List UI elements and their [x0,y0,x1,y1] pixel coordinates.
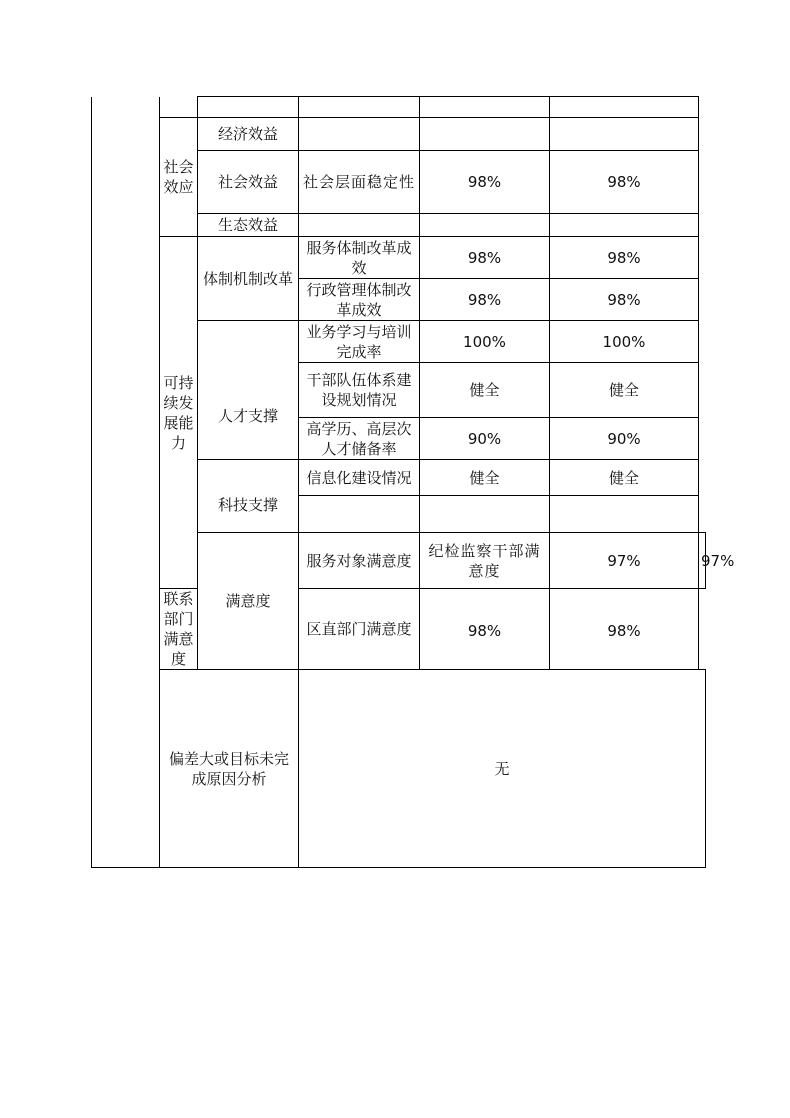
sustainability-category: 可持续发展能力 [160,237,198,589]
tech-label: 科技支撑 [198,460,299,533]
social-benefit-label: 社会效益 [198,151,299,214]
target-value: 98% [420,237,550,279]
actual-cell-empty [550,496,699,533]
indicator-cell-empty [299,118,420,151]
actual-value: 98% [550,589,699,670]
actual-value: 98% [550,237,699,279]
actual-value: 健全 [550,460,699,496]
indicator-cell: 行政管理体制改革成效 [299,279,420,321]
target-cell-empty [420,496,550,533]
indicator-cell: 区直部门满意度 [299,589,420,670]
satisfaction-category: 满意度 [198,533,299,670]
economic-benefit-label: 经济效益 [198,118,299,151]
ecological-benefit-label: 生态效益 [198,214,299,237]
target-value: 98% [420,589,550,670]
target-value: 健全 [420,363,550,418]
indicator-cell: 干部队伍体系建设规划情况 [299,363,420,418]
target-cell-empty [420,214,550,237]
target-value: 97% [550,533,699,589]
table-row [92,118,706,151]
deviation-label: 偏差大或目标未完成原因分析 [160,670,299,868]
actual-value: 100% [550,321,699,363]
level3-cell-empty [198,97,299,118]
indicator-cell-empty [299,97,420,118]
table-row [92,589,706,670]
indicator-cell: 纪检监察干部满意度 [420,533,550,589]
indicator-cell: 业务学习与培训完成率 [299,321,420,363]
reform-label: 体制机制改革 [198,237,299,321]
target-value: 健全 [420,460,550,496]
actual-value: 98% [550,279,699,321]
level1-cell-empty [92,97,160,868]
table-row [92,670,706,868]
social-stability-indicator: 社会层面稳定性 [299,151,420,214]
indicator-cell-empty [299,496,420,533]
deviation-content: 无 [299,670,706,868]
actual-cell-empty [550,118,699,151]
department-satisfaction-label: 联系部门满意度 [160,589,198,670]
indicator-cell: 信息化建设情况 [299,460,420,496]
target-value: 98% [420,279,550,321]
table-row [92,97,706,118]
target-value: 90% [420,418,550,460]
indicator-cell: 高学历、高层次人才储备率 [299,418,420,460]
target-value: 98% [420,151,550,214]
performance-table [91,96,735,868]
actual-value: 健全 [550,363,699,418]
table-row [92,237,706,279]
service-satisfaction-label: 服务对象满意度 [299,533,420,589]
actual-value: 90% [550,418,699,460]
target-cell-empty [420,118,550,151]
level2-cell-empty [160,97,198,118]
target-cell-empty [420,97,550,118]
actual-cell-empty [550,214,699,237]
social-effect-category: 社会效应 [160,118,198,237]
actual-cell-empty [550,97,699,118]
target-value: 100% [420,321,550,363]
indicator-cell-empty [299,214,420,237]
actual-value: 98% [550,151,699,214]
actual-value: 97% [699,533,706,589]
talent-label: 人才支撑 [198,321,299,460]
indicator-cell: 服务体制改革成效 [299,237,420,279]
